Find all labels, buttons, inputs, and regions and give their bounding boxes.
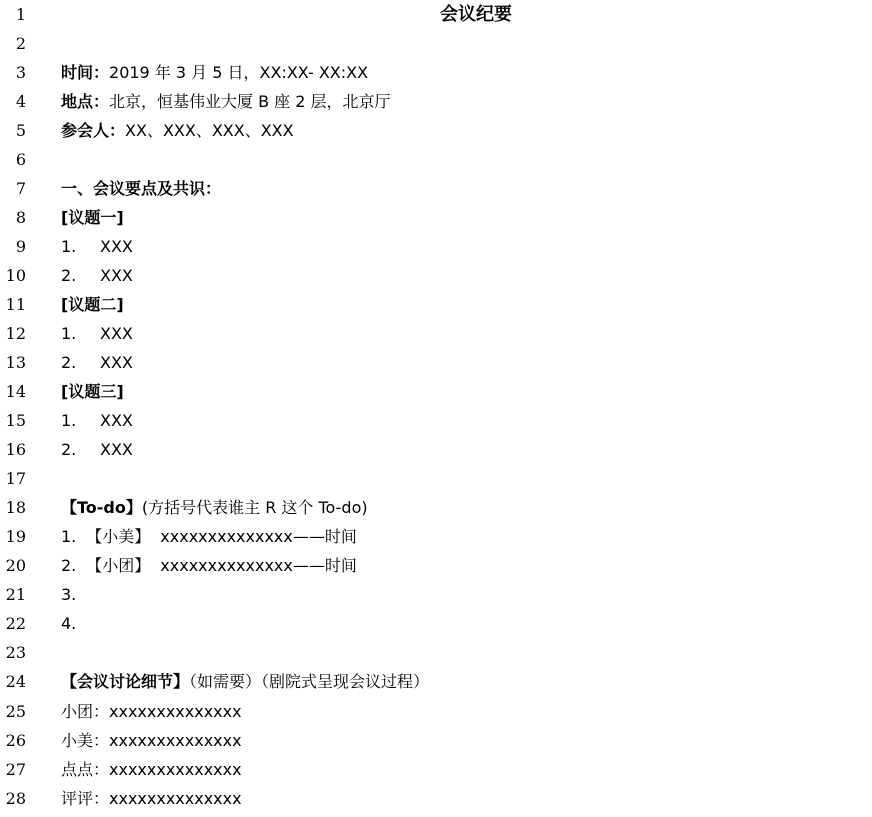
list-text: XXX (100, 411, 133, 430)
list-number: 1. (61, 411, 77, 430)
line-number: 12 (5, 324, 26, 343)
doc-line-2 (0, 29, 872, 58)
doc-line-12 (0, 319, 872, 348)
doc-line-23 (0, 638, 872, 667)
dialogue-line (61, 697, 242, 726)
list-text: XXX (100, 440, 133, 459)
todo-item (61, 609, 76, 638)
doc-line-1 (0, 0, 872, 29)
details-heading: 【会议讨论细节】 (61, 672, 190, 691)
list-item (61, 319, 133, 348)
line-number: 17 (5, 469, 26, 488)
line-number: 5 (15, 121, 26, 140)
todo-item (61, 522, 357, 551)
meeting-attendees (61, 116, 294, 145)
doc-line-14 (0, 377, 872, 406)
list-item (61, 435, 133, 464)
list-item (61, 348, 133, 377)
doc-line-8 (0, 203, 872, 232)
line-number: 2 (15, 34, 26, 53)
line-number: 21 (5, 585, 26, 604)
speaker-name: 评评： (61, 789, 110, 808)
todo-number: 3. (61, 585, 77, 604)
doc-line-15 (0, 406, 872, 435)
line-number: 18 (5, 498, 26, 517)
todo-item (61, 580, 76, 609)
doc-line-7 (0, 174, 872, 203)
list-number: 1. (61, 324, 77, 343)
line-number: 10 (5, 266, 26, 285)
time-value: 2019 年 3 月 5 日，XX:XX- XX:XX (109, 63, 369, 82)
todo-text: xxxxxxxxxxxxxx——时间 (160, 527, 357, 546)
line-number: 20 (5, 556, 26, 575)
dialogue-line (61, 726, 242, 755)
section-heading-key-points: 一、会议要点及共识： (61, 179, 222, 198)
doc-line-24 (0, 667, 872, 696)
line-number: 22 (5, 614, 26, 633)
line-number: 28 (5, 789, 26, 808)
line-number: 13 (5, 353, 26, 372)
document-title: 会议纪要 (440, 4, 512, 25)
attendees-value: XX、XXX、XXX、XXX (125, 121, 294, 140)
line-number: 7 (15, 179, 26, 198)
list-number: 1. (61, 237, 77, 256)
doc-line-9 (0, 232, 872, 261)
line-number: 26 (5, 731, 26, 750)
doc-line-10 (0, 261, 872, 290)
line-number: 16 (5, 440, 26, 459)
todo-number: 2. (61, 556, 77, 575)
doc-line-6 (0, 145, 872, 174)
dialogue-line (61, 755, 242, 784)
doc-line-17 (0, 464, 872, 493)
list-number: 2. (61, 440, 77, 459)
speaker-name: 小团： (61, 702, 110, 721)
todo-owner: 【小美】 (86, 527, 151, 546)
line-number: 27 (5, 760, 26, 779)
line-number: 19 (5, 527, 26, 546)
line-number: 8 (15, 208, 26, 227)
list-text: XXX (100, 237, 133, 256)
location-label: 地点： (61, 92, 110, 111)
todo-owner: 【小团】 (86, 556, 151, 575)
speaker-name: 小美： (61, 731, 110, 750)
line-number: 14 (5, 382, 26, 401)
topic-heading: [议题一] (61, 208, 124, 227)
list-text: XXX (100, 266, 133, 285)
todo-number: 4. (61, 614, 77, 633)
location-value: 北京，恒基伟业大厦 B 座 2 层，北京厅 (109, 92, 391, 111)
line-number: 15 (5, 411, 26, 430)
dialogue-text: xxxxxxxxxxxxxx (109, 789, 242, 808)
dialogue-text: xxxxxxxxxxxxxx (109, 731, 242, 750)
dialogue-text: xxxxxxxxxxxxxx (109, 760, 242, 779)
doc-line-4 (0, 87, 872, 116)
speaker-name: 点点： (61, 760, 110, 779)
doc-line-20 (0, 551, 872, 580)
todo-item (61, 551, 357, 580)
doc-line-27 (0, 755, 872, 784)
line-number: 3 (15, 63, 26, 82)
meeting-time (61, 58, 368, 87)
doc-line-5 (0, 116, 872, 145)
doc-line-19 (0, 522, 872, 551)
doc-line-3 (0, 58, 872, 87)
list-number: 2. (61, 353, 77, 372)
line-number: 11 (5, 295, 26, 314)
list-item (61, 261, 133, 290)
doc-line-11 (0, 290, 872, 319)
line-number: 4 (15, 92, 26, 111)
list-number: 2. (61, 266, 77, 285)
todo-number: 1. (61, 527, 77, 546)
list-item (61, 406, 133, 435)
list-item (61, 232, 133, 261)
details-note: （如需要）（剧院式呈现会议过程） (189, 672, 430, 691)
details-section (61, 667, 429, 696)
doc-line-26 (0, 726, 872, 755)
line-number: 24 (5, 672, 26, 691)
doc-line-28 (0, 784, 872, 813)
todo-section (61, 493, 368, 522)
todo-heading: 【To-do】 (61, 498, 142, 517)
line-number: 6 (15, 150, 26, 169)
meeting-location (61, 87, 391, 116)
dialogue-text: xxxxxxxxxxxxxx (109, 702, 242, 721)
doc-line-22 (0, 609, 872, 638)
doc-line-18 (0, 493, 872, 522)
todo-text: xxxxxxxxxxxxxx——时间 (160, 556, 357, 575)
attendees-label: 参会人： (61, 121, 126, 140)
line-number: 1 (15, 5, 26, 24)
doc-line-25 (0, 697, 872, 726)
list-text: XXX (100, 353, 133, 372)
doc-line-21 (0, 580, 872, 609)
doc-line-13 (0, 348, 872, 377)
line-number: 25 (5, 702, 26, 721)
topic-heading: [议题三] (61, 382, 124, 401)
line-number: 9 (15, 237, 26, 256)
line-number: 23 (5, 643, 26, 662)
topic-heading: [议题二] (61, 295, 124, 314)
time-label: 时间： (61, 63, 110, 82)
doc-line-16 (0, 435, 872, 464)
list-text: XXX (100, 324, 133, 343)
dialogue-line (61, 784, 242, 813)
todo-note: (方括号代表谁主 R 这个 To-do) (141, 498, 368, 517)
